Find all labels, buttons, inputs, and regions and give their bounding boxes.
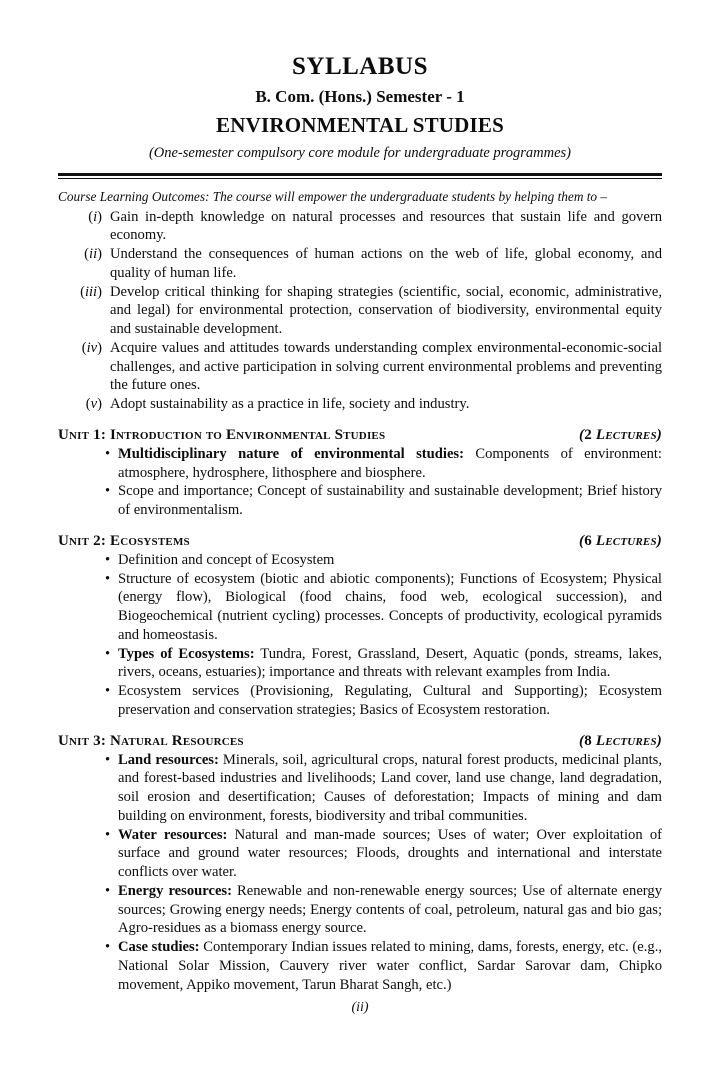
- topic-body: Structure of ecosystem (biotic and abiotic components); Functions of Ecosystem; Physical (energy flow), Biological (food chains, food web, ecological succession), and Biogeochemical (nutrient cycling) processes. Concepts of productivity, ecological pyramids and homeostasis.: [118, 570, 662, 643]
- topic-body: Scope and importance; Concept of sustainability and sustainable development; Brief history of environmentalism.: [118, 483, 662, 519]
- divider-thin-line: [58, 178, 662, 179]
- topic-body: Contemporary Indian issues related to mining, dams, forests, energy, etc. (e.g., National Solar Mission, Cauvery river water conflict, Sardar Sarovar dam, Chipko movement, Appiko movement, Tarun Bharat Sangh, etc.): [118, 939, 662, 993]
- list-item: [58, 245, 662, 283]
- bullet-icon: •: [105, 939, 111, 956]
- topic-body: Minerals, soil, agricultural crops, natural forest products, medicinal plants, and forest-based industries and livelihoods; Land cover, land use change, land degradation, soil erosion and desertification; Causes of deforestation; Impacts of mining and dam building on environment, forests, biodiversity and tribal communities.: [118, 751, 662, 824]
- list-item-text: Understand the consequences of human actions on the web of life, global economy, and quality of human life.: [110, 246, 662, 281]
- list-item-text: Gain in-depth knowledge on natural processes and resources that sustain life and govern economy.: [110, 208, 662, 244]
- list-item: [58, 751, 662, 826]
- divider-thick-line: [58, 173, 662, 176]
- list-item: [58, 826, 662, 882]
- course-name-title: ENVIRONMENTAL STUDIES: [216, 113, 504, 138]
- list-item: [58, 551, 662, 570]
- list-item-text: Develop critical thinking for shaping strategies (scientific, social, economic, administrative, and legal) for environmental protection, conservation of biodiversity, environmental equity and sustainable development.: [110, 283, 662, 338]
- topic-body: Natural and man-made sources; Uses of water; Over exploitation of surface and ground water resources; Floods, droughts and international and interstate conflicts over water.: [118, 826, 663, 881]
- topic-lead-in: Multidisciplinary nature of environmental studies:: [118, 445, 464, 462]
- unit-heading: [58, 427, 662, 444]
- document-body: [58, 188, 662, 995]
- list-item: [58, 283, 662, 339]
- list-item-text: Acquire values and attitudes towards understanding complex environmental-economic-social challenges, and active participation in solving current environmental problems and preventing the future ones.: [110, 339, 662, 394]
- list-item-text: [118, 751, 662, 826]
- bullet-icon: •: [105, 882, 111, 899]
- topic-lead-in: Water resources:: [118, 826, 228, 843]
- list-item: [58, 445, 662, 483]
- list-marker: (ii): [84, 246, 102, 263]
- document-header: [58, 0, 662, 164]
- list-item-text: [118, 445, 662, 483]
- unit-title: Unit 2: Ecosystems: [58, 532, 190, 549]
- course-learning-outcomes-intro: Course Learning Outcomes: The course will empower the undergraduate students by helping them to –: [58, 188, 608, 204]
- list-item-text: [118, 645, 662, 683]
- topic-lead-in: Types of Ecosystems:: [118, 645, 255, 662]
- header-divider: [58, 173, 662, 179]
- list-item: [58, 682, 662, 720]
- unit-lecture-count: (8 Lectures): [579, 732, 662, 749]
- list-marker: (iv): [81, 339, 102, 356]
- unit-topic-list: [58, 751, 662, 995]
- list-item-text: [118, 482, 662, 520]
- bullet-icon: •: [105, 751, 111, 768]
- list-item: [58, 938, 662, 994]
- unit-heading: [58, 533, 662, 550]
- topic-body: Components of environment: atmosphere, hydrosphere, lithosphere and biosphere.: [118, 445, 662, 481]
- list-item-text: [118, 938, 662, 994]
- list-item: [58, 339, 662, 395]
- unit-heading: [58, 733, 662, 750]
- unit-topic-list: [58, 445, 662, 520]
- list-item: [58, 645, 662, 683]
- page-title: SYLLABUS: [292, 53, 428, 80]
- bullet-icon: •: [105, 645, 111, 662]
- topic-body: Renewable and non-renewable energy sources; Use of alternate energy sources; Growing energy needs; Energy contents of coal, petroleum, natural gas and bio gas; Agro-residues as a biomass energy source.: [118, 882, 662, 937]
- list-item-text: Adopt sustainability as a practice in life, society and industry.: [110, 396, 470, 413]
- unit-section-3: [58, 733, 662, 995]
- unit-section-1: [58, 427, 662, 520]
- unit-section-2: [58, 533, 662, 720]
- topic-body: Tundra, Forest, Grassland, Desert, Aquatic (ponds, streams, lakes, rivers, oceans, estuaries); importance and threats with relevant examples from India.: [118, 645, 662, 681]
- unit-lecture-count: (6 Lectures): [579, 532, 662, 549]
- list-marker: (v): [85, 396, 102, 413]
- topic-lead-in: Case studies:: [118, 939, 200, 956]
- list-marker: (iii): [80, 283, 102, 300]
- list-item: [58, 482, 662, 520]
- list-marker: (i): [88, 208, 102, 225]
- topic-body: Definition and concept of Ecosystem: [118, 551, 335, 568]
- unit-title: Unit 3: Natural Resources: [58, 732, 244, 749]
- course-learning-outcomes-list: [58, 208, 662, 414]
- topic-lead-in: Energy resources:: [118, 882, 232, 899]
- module-description-note: (One-semester compulsory core module for undergraduate programmes): [148, 145, 572, 162]
- list-item-text: [118, 682, 662, 720]
- list-item: [58, 570, 662, 645]
- bullet-icon: •: [105, 570, 111, 587]
- unit-lecture-count: (2 Lectures): [579, 426, 662, 443]
- page-number: (ii): [351, 1000, 369, 1015]
- bullet-icon: •: [105, 483, 111, 500]
- list-item: [58, 208, 662, 246]
- list-item: [58, 395, 662, 414]
- list-item-text: [118, 551, 662, 570]
- bullet-icon: •: [105, 445, 111, 462]
- bullet-icon: •: [105, 551, 111, 568]
- program-semester-subtitle: B. Com. (Hons.) Semester - 1: [255, 86, 465, 106]
- bullet-icon: •: [105, 826, 111, 843]
- bullet-icon: •: [105, 683, 111, 700]
- topic-body: Ecosystem services (Provisioning, Regulating, Cultural and Supporting); Ecosystem preservation and conservation strategies; Basics of Ecosystem restoration.: [118, 683, 662, 718]
- list-item-text: [118, 826, 662, 882]
- list-item-text: [118, 882, 662, 938]
- topic-lead-in: Land resources:: [118, 751, 219, 768]
- list-item: [58, 882, 662, 938]
- unit-title: Unit 1: Introduction to Environmental Studies: [58, 426, 386, 443]
- unit-topic-list: [58, 551, 662, 720]
- list-item-text: [118, 570, 662, 645]
